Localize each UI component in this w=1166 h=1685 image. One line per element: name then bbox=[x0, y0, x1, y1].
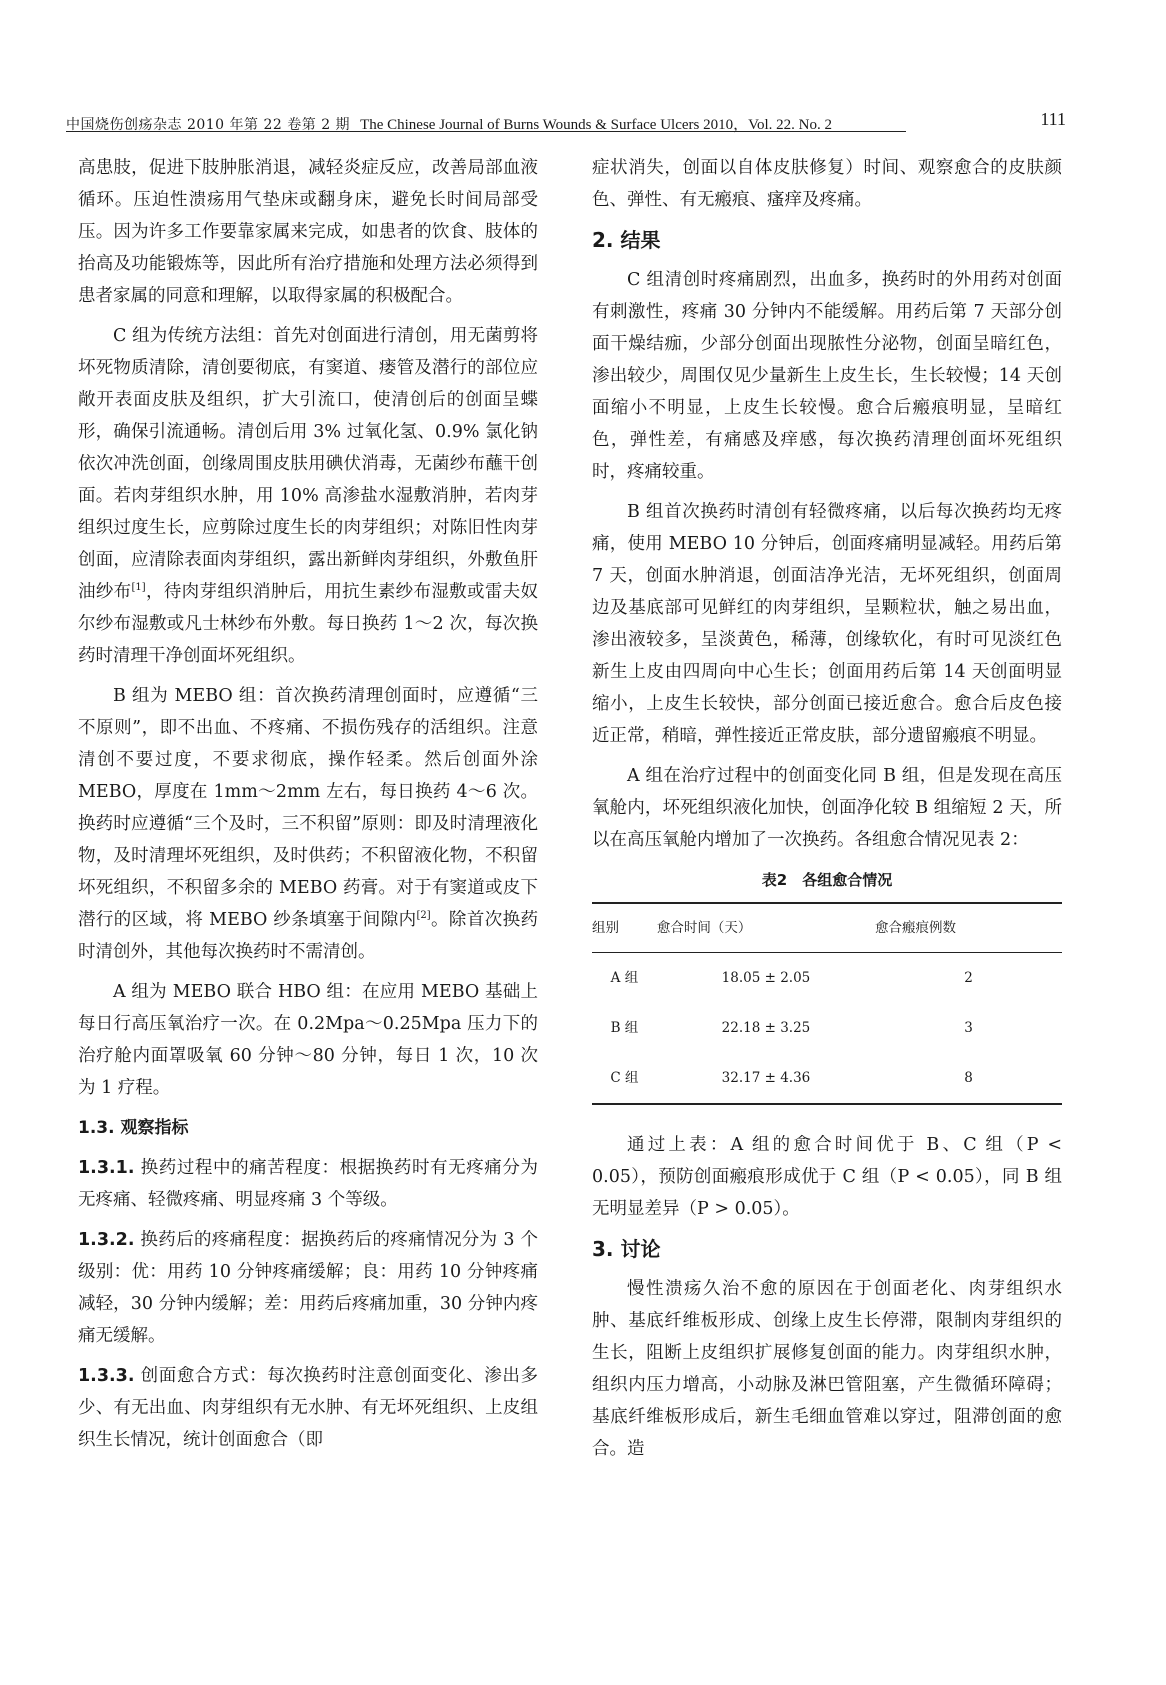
section-heading-results: 2. 结果 bbox=[592, 228, 661, 252]
table-2 bbox=[592, 864, 1062, 1105]
table-row bbox=[592, 1053, 1062, 1104]
section-heading-1-3: 1.3. 观察指标 bbox=[78, 1118, 189, 1138]
results-group-b: B 组首次换药时清创有轻微疼痛，以后每次换药均无疼痛，使用 MEBO 10 分钟后，创面疼痛明显减轻。用药后第 7 天，创面水肿消退，创面洁净光洁，无坏死组织，创面周边及基底部可见鲜红的肉芽组织，呈颗粒状，触之易出血，渗出液较多，呈淡黄色，稀薄，创缘软化，有时可见淡红色新生上皮由四周向中心生长；创面用药后第 14 天创面明显缩小，上皮生长较快，部分创面已接近愈合。愈合后皮色接近正常，稍暗，弹性接近正常皮肤，部分遗留瘢痕不明显。 bbox=[592, 502, 1062, 746]
table-header-cell: 组别 bbox=[592, 903, 657, 953]
table-row bbox=[592, 953, 1062, 1004]
citation-ref[interactable]: [2] bbox=[416, 910, 431, 922]
table-cell: 3 bbox=[964, 1020, 973, 1036]
healing-table bbox=[592, 902, 1062, 1105]
discussion-paragraph: 慢性溃疡久治不愈的原因在于创面老化、肉芽组织水肿、基底纤维板形成、创缘上皮生长停滞，限制肉芽组织的生长，阻断上皮组织扩展修复创面的能力。肉芽组织水肿，组织内压力增高，小动脉及淋巴管阻塞，产生微循环障碍；基底纤维板形成后，新生毛细血管难以穿过，阻滞创面的愈合。造 bbox=[592, 1279, 1062, 1459]
table-cell: 22.18 ± 3.25 bbox=[721, 1020, 811, 1036]
table-cell: C 组 bbox=[592, 1053, 657, 1104]
paragraph-group-c: C 组为传统方法组：首先对创面进行清创，用无菌剪将坏死物质清除，清创要彻底，有窦道、瘘管及潜行的部位应敞开表面皮肤及组织，扩大引流口，使清创后的创面呈蝶形，确保引流通畅。清创后用 3% 过氧化氢、0.9% 氯化钠依次冲洗创面，创缘周围皮肤用碘伏消毒，无菌纱布蘸干创面。若肉芽组织水肿，用 10% 高渗盐水湿敷消肿，若肉芽组织过度生长，应剪除过度生长的肉芽组织；对陈旧性肉芽创面，应清除表面肉芽组织，露出新鲜肉芽组织，外敷鱼肝油纱布[1]，待肉芽组织消肿后，用抗生素纱布湿敷或雷夫奴尔纱布湿敷或凡士林纱布外敷。每日换药 1～2 次，每次换药时清理干净创面坏死组织。 bbox=[78, 326, 538, 666]
table-cell: A 组 bbox=[610, 970, 639, 986]
table-header-cell: 愈合时间（天） bbox=[657, 903, 875, 953]
results-group-c: C 组清创时疼痛剧烈，出血多，换药时的外用药对创面有刺激性，疼痛 30 分钟内不能缓解。用药后第 7 天部分创面干燥结痂，少部分创面出现脓性分泌物，创面呈暗红色，渗出较少，周围仅见少量新生上皮生长，生长较慢；14 天创面缩小不明显，上皮生长较慢。愈合后瘢痕明显，呈暗红色，弹性差，有痛感及痒感，每次换药清理创面坏死组织时，疼痛较重。 bbox=[592, 270, 1062, 482]
left-column bbox=[78, 152, 538, 1464]
paragraph-continued: 症状消失，创面以自体皮肤修复）时间、观察愈合的皮肤颜色、弹性、有无瘢痕、瘙痒及疼痛。 bbox=[592, 158, 1062, 210]
results-group-a: A 组在治疗过程中的创面变化同 B 组，但是发现在高压氧舱内，坏死组织液化加快，创面净化较 B 组缩短 2 天，所以在高压氧舱内增加了一次换药。各组愈合情况见表 2： bbox=[592, 766, 1062, 850]
table-row bbox=[592, 1003, 1062, 1053]
table-caption: 表2 各组愈合情况 bbox=[761, 871, 893, 889]
table-cell: B 组 bbox=[610, 1020, 639, 1036]
paragraph-continued: 高患肢，促进下肢肿胀消退，减轻炎症反应，改善局部血液循环。压迫性溃疡用气垫床或翻身床，避免长时间局部受压。因为许多工作要靠家属来完成，如患者的饮食、肢体的抬高及功能锻炼等，因此所有治疗措施和处理方法必须得到患者家属的同意和理解，以取得家属的积极配合。 bbox=[78, 158, 538, 306]
item-1-3-2: 1.3.2. 换药后的疼痛程度：据换药后的疼痛情况分为 3 个级别：优：用药 10 分钟疼痛缓解；良：用药 10 分钟疼痛减轻，30 分钟内缓解；差：用药后疼痛加重，30 分钟内疼痛无缓解。 bbox=[78, 1230, 538, 1346]
journal-title-cn: 中国烧伤创疡杂志 2010 年第 22 卷第 2 期 bbox=[66, 117, 351, 133]
table-summary: 通过上表：A 组的愈合时间优于 B、C 组（P < 0.05），预防创面瘢痕形成优于 C 组（P < 0.05），同 B 组无明显差异（P > 0.05）。 bbox=[592, 1135, 1062, 1219]
table-header-cell: 愈合瘢痕例数 bbox=[875, 903, 1062, 953]
table-cell: 8 bbox=[875, 1053, 1062, 1104]
citation-ref[interactable]: [1] bbox=[131, 582, 146, 594]
table-cell: 2 bbox=[964, 970, 973, 986]
paragraph-group-a: A 组为 MEBO 联合 HBO 组：在应用 MEBO 基础上每日行高压氧治疗一次。在 0.2Mpa～0.25Mpa 压力下的治疗舱内面罩吸氧 60 分钟～80 分钟，每日 1 次，10 次为 1 疗程。 bbox=[78, 982, 538, 1098]
section-heading-discussion: 3. 讨论 bbox=[592, 1237, 661, 1261]
running-header bbox=[66, 100, 1066, 134]
journal-title-en: The Chinese Journal of Burns Wounds & Surface Ulcers 2010，Vol. 22. No. 2 bbox=[360, 117, 832, 133]
item-1-3-3: 1.3.3. 创面愈合方式：每次换药时注意创面变化、渗出多少、有无出血、肉芽组织有无水肿、有无坏死组织、上皮组织生长情况，统计创面愈合（即 bbox=[78, 1366, 538, 1450]
page-number: 111 bbox=[1040, 109, 1066, 129]
right-column bbox=[592, 152, 1062, 1473]
item-1-3-1: 1.3.1. 换药过程中的痛苦程度：根据换药时有无疼痛分为无疼痛、轻微疼痛、明显疼痛 3 个等级。 bbox=[78, 1158, 538, 1210]
table-cell: 18.05 ± 2.05 bbox=[721, 970, 811, 986]
paragraph-group-b: B 组为 MEBO 组：首次换药清理创面时，应遵循“三不原则”，即不出血、不疼痛、不损伤残存的活组织。注意清创不要过度，不要求彻底，操作轻柔。然后创面外涂 MEBO，厚度在 1mm～2mm 左右，每日换药 4～6 次。换药时应遵循“三个及时，三不积留”原则：即及时清理液化物，及时清理坏死组织，及时供药；不积留液化物，不积留坏死组织，不积留多余的 MEBO 药膏。对于有窦道或皮下潜行的区域，将 MEBO 纱条填塞于间隙内[2]。除首次换药时清创外，其他每次换药时不需清创。 bbox=[78, 686, 538, 962]
header-rule bbox=[66, 131, 906, 132]
table-cell: 32.17 ± 4.36 bbox=[657, 1053, 875, 1104]
